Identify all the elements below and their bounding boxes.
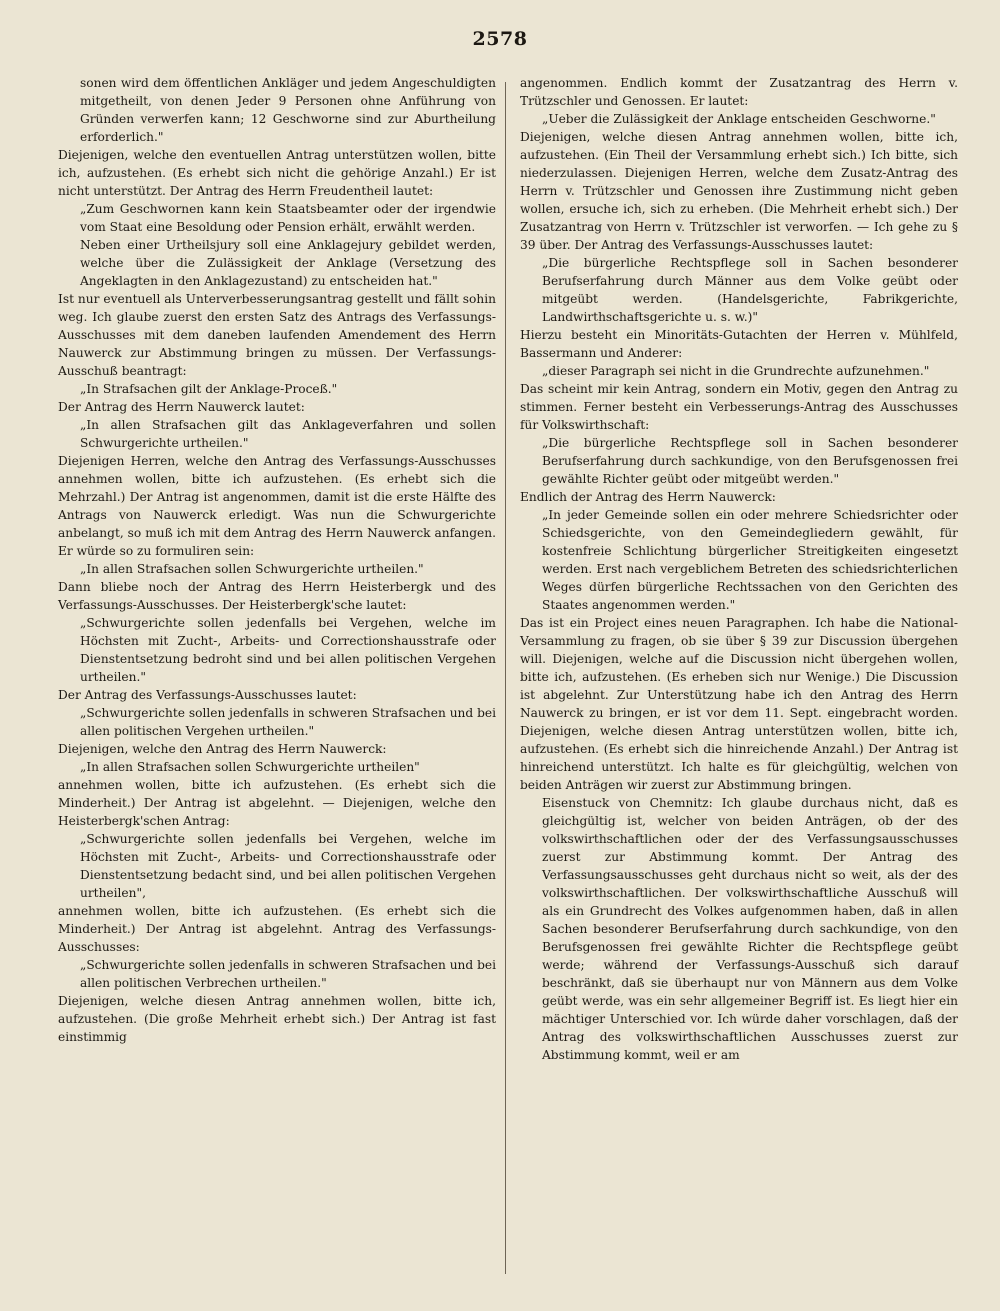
paragraph: Das scheint mir kein Antrag, sondern ein Motiv, gegen den Antrag zu stimmen. Ferner besteht ein Verbesserungs-Antrag des Ausschusses für Volkswirthschaft: xyxy=(520,382,958,432)
paragraph: Eisenstuck von Chemnitz: Ich glaube durchaus nicht, daß es gleichgültig ist, welcher von beiden Anträgen, ob der des volkswirthschaftlichen oder der des Verfassungsausschusses zuerst zur Abstimmung kommt. Der Antrag des Verfassungsausschusses geht durchaus nicht so weit, als der des volkswirthschaftlichen. Der volkswirthschaftliche Ausschuß will als ein Grundrecht des Volkes aufgenommen haben, daß in allen Sachen besonderer Berufserfahrung durch sachkundige, von den Berufsgenossen frei gewählte Richter die Rechtspflege geübt werde; während der Verfassungs-Ausschuß sich darauf beschränkt, daß sie überhaupt nur von Männern aus dem Volke geübt werde, was ein sehr allgemeiner Begriff ist. Es liegt hier ein mächtiger Unterschied vor. Ich würde daher vorschlagen, daß der Antrag des volkswirthschaftlichen Ausschusses zuerst zur Abstimmung kommt, weil er am xyxy=(542,796,958,1062)
paragraph: „Zum Geschwornen kann kein Staatsbeamter oder der irgendwie vom Staat eine Besoldung oder Pension erhält, erwählt werden. xyxy=(80,202,496,234)
right-column xyxy=(520,74,958,1064)
paragraph: Diejenigen, welche diesen Antrag annehmen wollen, bitte ich, aufzustehen. (Ein Theil der Versammlung erhebt sich.) Ich bitte, sich niederzulassen. Diejenigen Herren, welche dem Zusatz-Antrag des Herrn v. Trützschler und Genossen ihre Zustimmung nicht geben wollen, ersuche ich, sich zu erheben. (Die Mehrheit erhebt sich.) Der Zusatzantrag von Herrn v. Trützschler ist verworfen. — Ich gehe zu § 39 über. Der Antrag des Verfassungs-Ausschusses lautet: xyxy=(520,130,958,252)
paragraph: Diejenigen, welche den eventuellen Antrag unterstützen wollen, bitte ich, aufzustehen. (Es erhebt sich nicht die gehörige Anzahl.) Er ist nicht unterstützt. Der Antrag des Herrn Freudentheil lautet: xyxy=(58,148,496,198)
paragraph: Neben einer Urtheilsjury soll eine Anklagejury gebildet werden, welche über die Zulässigkeit der Anklage (Versetzung des Angeklagten in den Anklagezustand) zu entscheiden hat." xyxy=(80,238,496,288)
paragraph: Der Antrag des Verfassungs-Ausschusses lautet: xyxy=(58,688,357,702)
paragraph: „Schwurgerichte sollen jedenfalls in schweren Strafsachen und bei allen politischen Vergehen urtheilen." xyxy=(80,706,496,738)
paragraph: sonen wird dem öffentlichen Ankläger und jedem Angeschuldigten mitgetheilt, von denen Jeder 9 Personen ohne Anführung von Gründen verwerfen kann; 12 Geschworne sind zur Aburtheilung erforderlich." xyxy=(80,76,496,144)
paragraph: annehmen wollen, bitte ich aufzustehen. (Es erhebt sich die Minderheit.) Der Antrag ist abgelehnt. Antrag des Verfassungs-Ausschusses: xyxy=(58,904,496,954)
paragraph: Ist nur eventuell als Unterverbesserungsantrag gestellt und fällt sohin weg. Ich glaube zuerst den ersten Satz des Antrags des Verfassungs-Ausschusses mit dem daneben laufenden Amendement des Herrn Nauwerck zur Abstimmung bringen zu müssen. Der Verfassungs-Ausschuß beantragt: xyxy=(58,292,496,378)
paragraph: Endlich der Antrag des Herrn Nauwerck: xyxy=(520,490,776,504)
paragraph: „Schwurgerichte sollen jedenfalls bei Vergehen, welche im Höchsten mit Zucht-, Arbeits- und Correctionshausstrafe oder Dienstentsetzung bedroht sind und bei allen politischen Vergehen urtheilen." xyxy=(80,616,496,684)
paragraph: „Die bürgerliche Rechtspflege soll in Sachen besonderer Berufserfahrung durch Männer aus dem Volke geübt oder mitgeübt werden. (Handelsgerichte, Fabrikgerichte, Landwirthschaftsgerichte u. s. w.)" xyxy=(542,256,958,324)
paragraph: Diejenigen Herren, welche den Antrag des Verfassungs-Ausschusses annehmen wollen, bitte ich aufzustehen. (Es erhebt sich die Mehrzahl.) Der Antrag ist angenommen, damit ist die erste Hälfte des Antrags von Nauwerck erledigt. Was nun die Schwurgerichte anbelangt, so muß ich mit dem Antrag des Herrn Nauwerck anfangen. Er würde so zu formuliren sein: xyxy=(58,454,496,558)
paragraph: annehmen wollen, bitte ich aufzustehen. (Es erhebt sich die Minderheit.) Der Antrag ist abgelehnt. — Diejenigen, welche den Heisterbergk'schen Antrag: xyxy=(58,778,496,828)
paragraph: Diejenigen, welche den Antrag des Herrn Nauwerck: xyxy=(58,742,387,756)
column-divider xyxy=(505,82,506,1274)
paragraph: „dieser Paragraph sei nicht in die Grundrechte aufzunehmen." xyxy=(542,364,930,378)
paragraph: Dann bliebe noch der Antrag des Herrn Heisterbergk und des Verfassungs-Ausschusses. Der Heisterbergk'sche lautet: xyxy=(58,580,496,612)
paragraph: „In allen Strafsachen sollen Schwurgerichte urtheilen" xyxy=(80,760,420,774)
paragraph: „Schwurgerichte sollen jedenfalls in schweren Strafsachen und bei allen politischen Verbrechen urtheilen." xyxy=(80,958,496,990)
paragraph: angenommen. Endlich kommt der Zusatzantrag des Herrn v. Trützschler und Genossen. Er lautet: xyxy=(520,76,958,108)
paragraph: „In allen Strafsachen sollen Schwurgerichte urtheilen." xyxy=(80,562,424,576)
paragraph: Hierzu besteht ein Minoritäts-Gutachten der Herren v. Mühlfeld, Bassermann und Anderer: xyxy=(520,328,958,360)
paragraph: „In Strafsachen gilt der Anklage-Proceß." xyxy=(80,382,338,396)
paragraph: „In allen Strafsachen gilt das Anklageverfahren und sollen Schwurgerichte urtheilen." xyxy=(80,418,496,450)
paragraph: „Die bürgerliche Rechtspflege soll in Sachen besonderer Berufserfahrung durch sachkundige, von den Berufsgenossen frei gewählte Richter geübt oder mitgeübt werden." xyxy=(542,436,958,486)
paragraph: „In jeder Gemeinde sollen ein oder mehrere Schiedsrichter oder Schiedsgerichte, von den Gemeindegliedern gewählt, für kostenfreie Schlichtung bürgerlicher Streitigkeiten eingesetzt werden. Erst nach vergeblichem Betreten des schiedsrichterlichen Weges dürfen bürgerliche Rechtssachen von den Gerichten des Staates angenommen werden." xyxy=(542,508,958,612)
paragraph: Das ist ein Project eines neuen Paragraphen. Ich habe die National-Versammlung zu fragen, ob sie über § 39 zur Discussion übergehen will. Diejenigen, welche auf die Discussion nicht übergehen wollen, bitte ich, aufzustehen. (Es erheben sich nur Wenige.) Die Discussion ist abgelehnt. Zur Unterstützung habe ich den Antrag des Herrn Nauwerck zu bringen, er ist vor dem 11. Sept. eingebracht worden. Diejenigen, welche diesen Antrag unterstützen wollen, bitte ich, aufzustehen. (Es erhebt sich die hinreichende Anzahl.) Der Antrag ist hinreichend unterstützt. Ich halte es für gleichgültig, welchen von beiden Anträgen wir zuerst zur Abstimmung bringen. xyxy=(520,616,958,792)
paragraph: „Ueber die Zulässigkeit der Anklage entscheiden Geschworne." xyxy=(542,112,936,126)
paragraph: Diejenigen, welche diesen Antrag annehmen wollen, bitte ich, aufzustehen. (Die große Mehrheit erhebt sich.) Der Antrag ist fast einstimmig xyxy=(58,994,496,1044)
left-column xyxy=(58,74,496,1046)
page-number: 2578 xyxy=(472,28,528,50)
paragraph: „Schwurgerichte sollen jedenfalls bei Vergehen, welche im Höchsten mit Zucht-, Arbeits- und Correctionshausstrafe oder Dienstentsetzung bedacht sind, und bei allen politischen Vergehen urtheilen", xyxy=(80,832,496,900)
paragraph: Der Antrag des Herrn Nauwerck lautet: xyxy=(58,400,305,414)
